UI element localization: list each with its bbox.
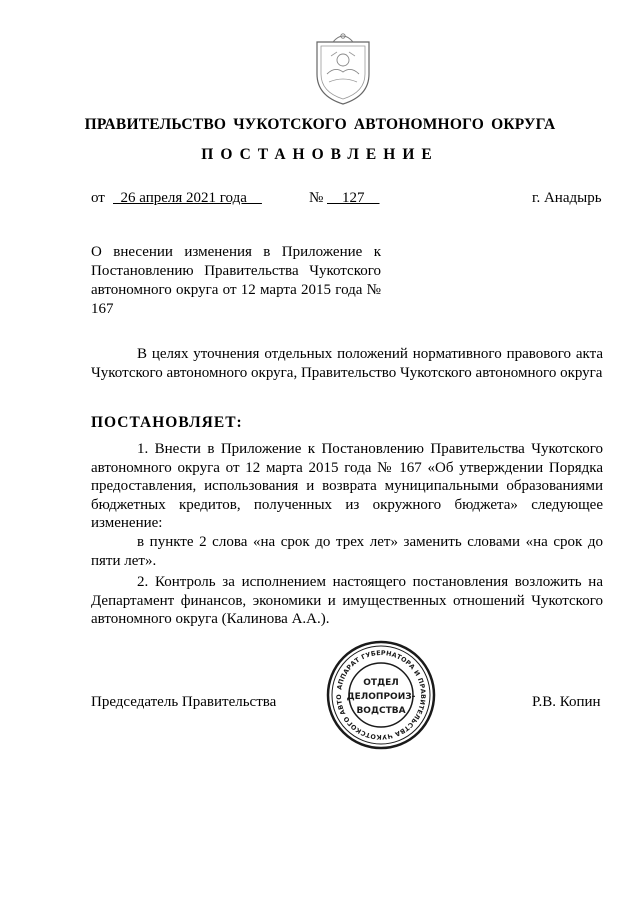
preamble-paragraph: В целях уточнения отдельных положений нормативного правового акта Чукотского автономного округа, Правительство Чукотского автономного округа bbox=[91, 346, 603, 381]
official-stamp bbox=[326, 640, 436, 750]
item-1-paragraph: 1. Внести в Приложение к Постановлению Правительства Чукотского автономного округа от 12 марта 2015 года № 167 «Об утверждении Порядка предоставления, использования и возврата муниципальными образованиями бюджетных кредитов, полученных из окружного бюджета» следующее изменение: bbox=[91, 441, 603, 531]
signatory-position: Председатель Правительства bbox=[91, 694, 277, 710]
decree-heading: ПОСТАНОВЛЯЕТ: bbox=[91, 414, 243, 431]
date-from-label: от bbox=[91, 190, 105, 206]
svg-text:АППАРАТ ГУБЕРНАТОРА И ПРАВИТЕЛ bbox=[326, 640, 427, 741]
document-type-title: ПОСТАНОВЛЕНИЕ bbox=[201, 146, 439, 163]
stamp-center-line-3: ВОДСТВА bbox=[356, 706, 406, 716]
signatory-name: Р.В. Копин bbox=[532, 694, 601, 710]
stamp-ring-text: АППАРАТ ГУБЕРНАТОРА И ПРАВИТЕЛЬСТВА ЧУКОТСКОГО АВТО bbox=[334, 648, 428, 742]
item-2-paragraph: 2. Контроль за исполнением настоящего постановления возложить на Департамент финансов, экономики и имущественных отношений Чукотского автономного округа (Калинова А.А.). bbox=[91, 574, 603, 627]
item-1-change-paragraph: в пункте 2 слова «на срок до трех лет» заменить словами «на срок до пяти лет». bbox=[91, 534, 603, 569]
document-city: г. Анадырь bbox=[532, 190, 602, 206]
document-date: 26 апреля 2021 года bbox=[113, 190, 262, 206]
stamp-center-line-2: ДЕЛОПРОИЗ- bbox=[346, 692, 416, 702]
number-label: № bbox=[309, 190, 324, 206]
stamp-center-line-1: ОТДЕЛ bbox=[363, 678, 399, 688]
government-title: ПРАВИТЕЛЬСТВО ЧУКОТСКОГО АВТОНОМНОГО ОКРУГА bbox=[84, 116, 556, 133]
coat-of-arms-icon bbox=[311, 30, 375, 106]
document-number: 127 bbox=[327, 190, 380, 206]
document-subject: О внесении изменения в Приложение к Постановлению Правительства Чукотского автономного округа от 12 марта 2015 года № 167 bbox=[91, 244, 381, 317]
coat-of-arms-emblem bbox=[311, 30, 375, 106]
stamp-seal-icon bbox=[326, 640, 436, 750]
